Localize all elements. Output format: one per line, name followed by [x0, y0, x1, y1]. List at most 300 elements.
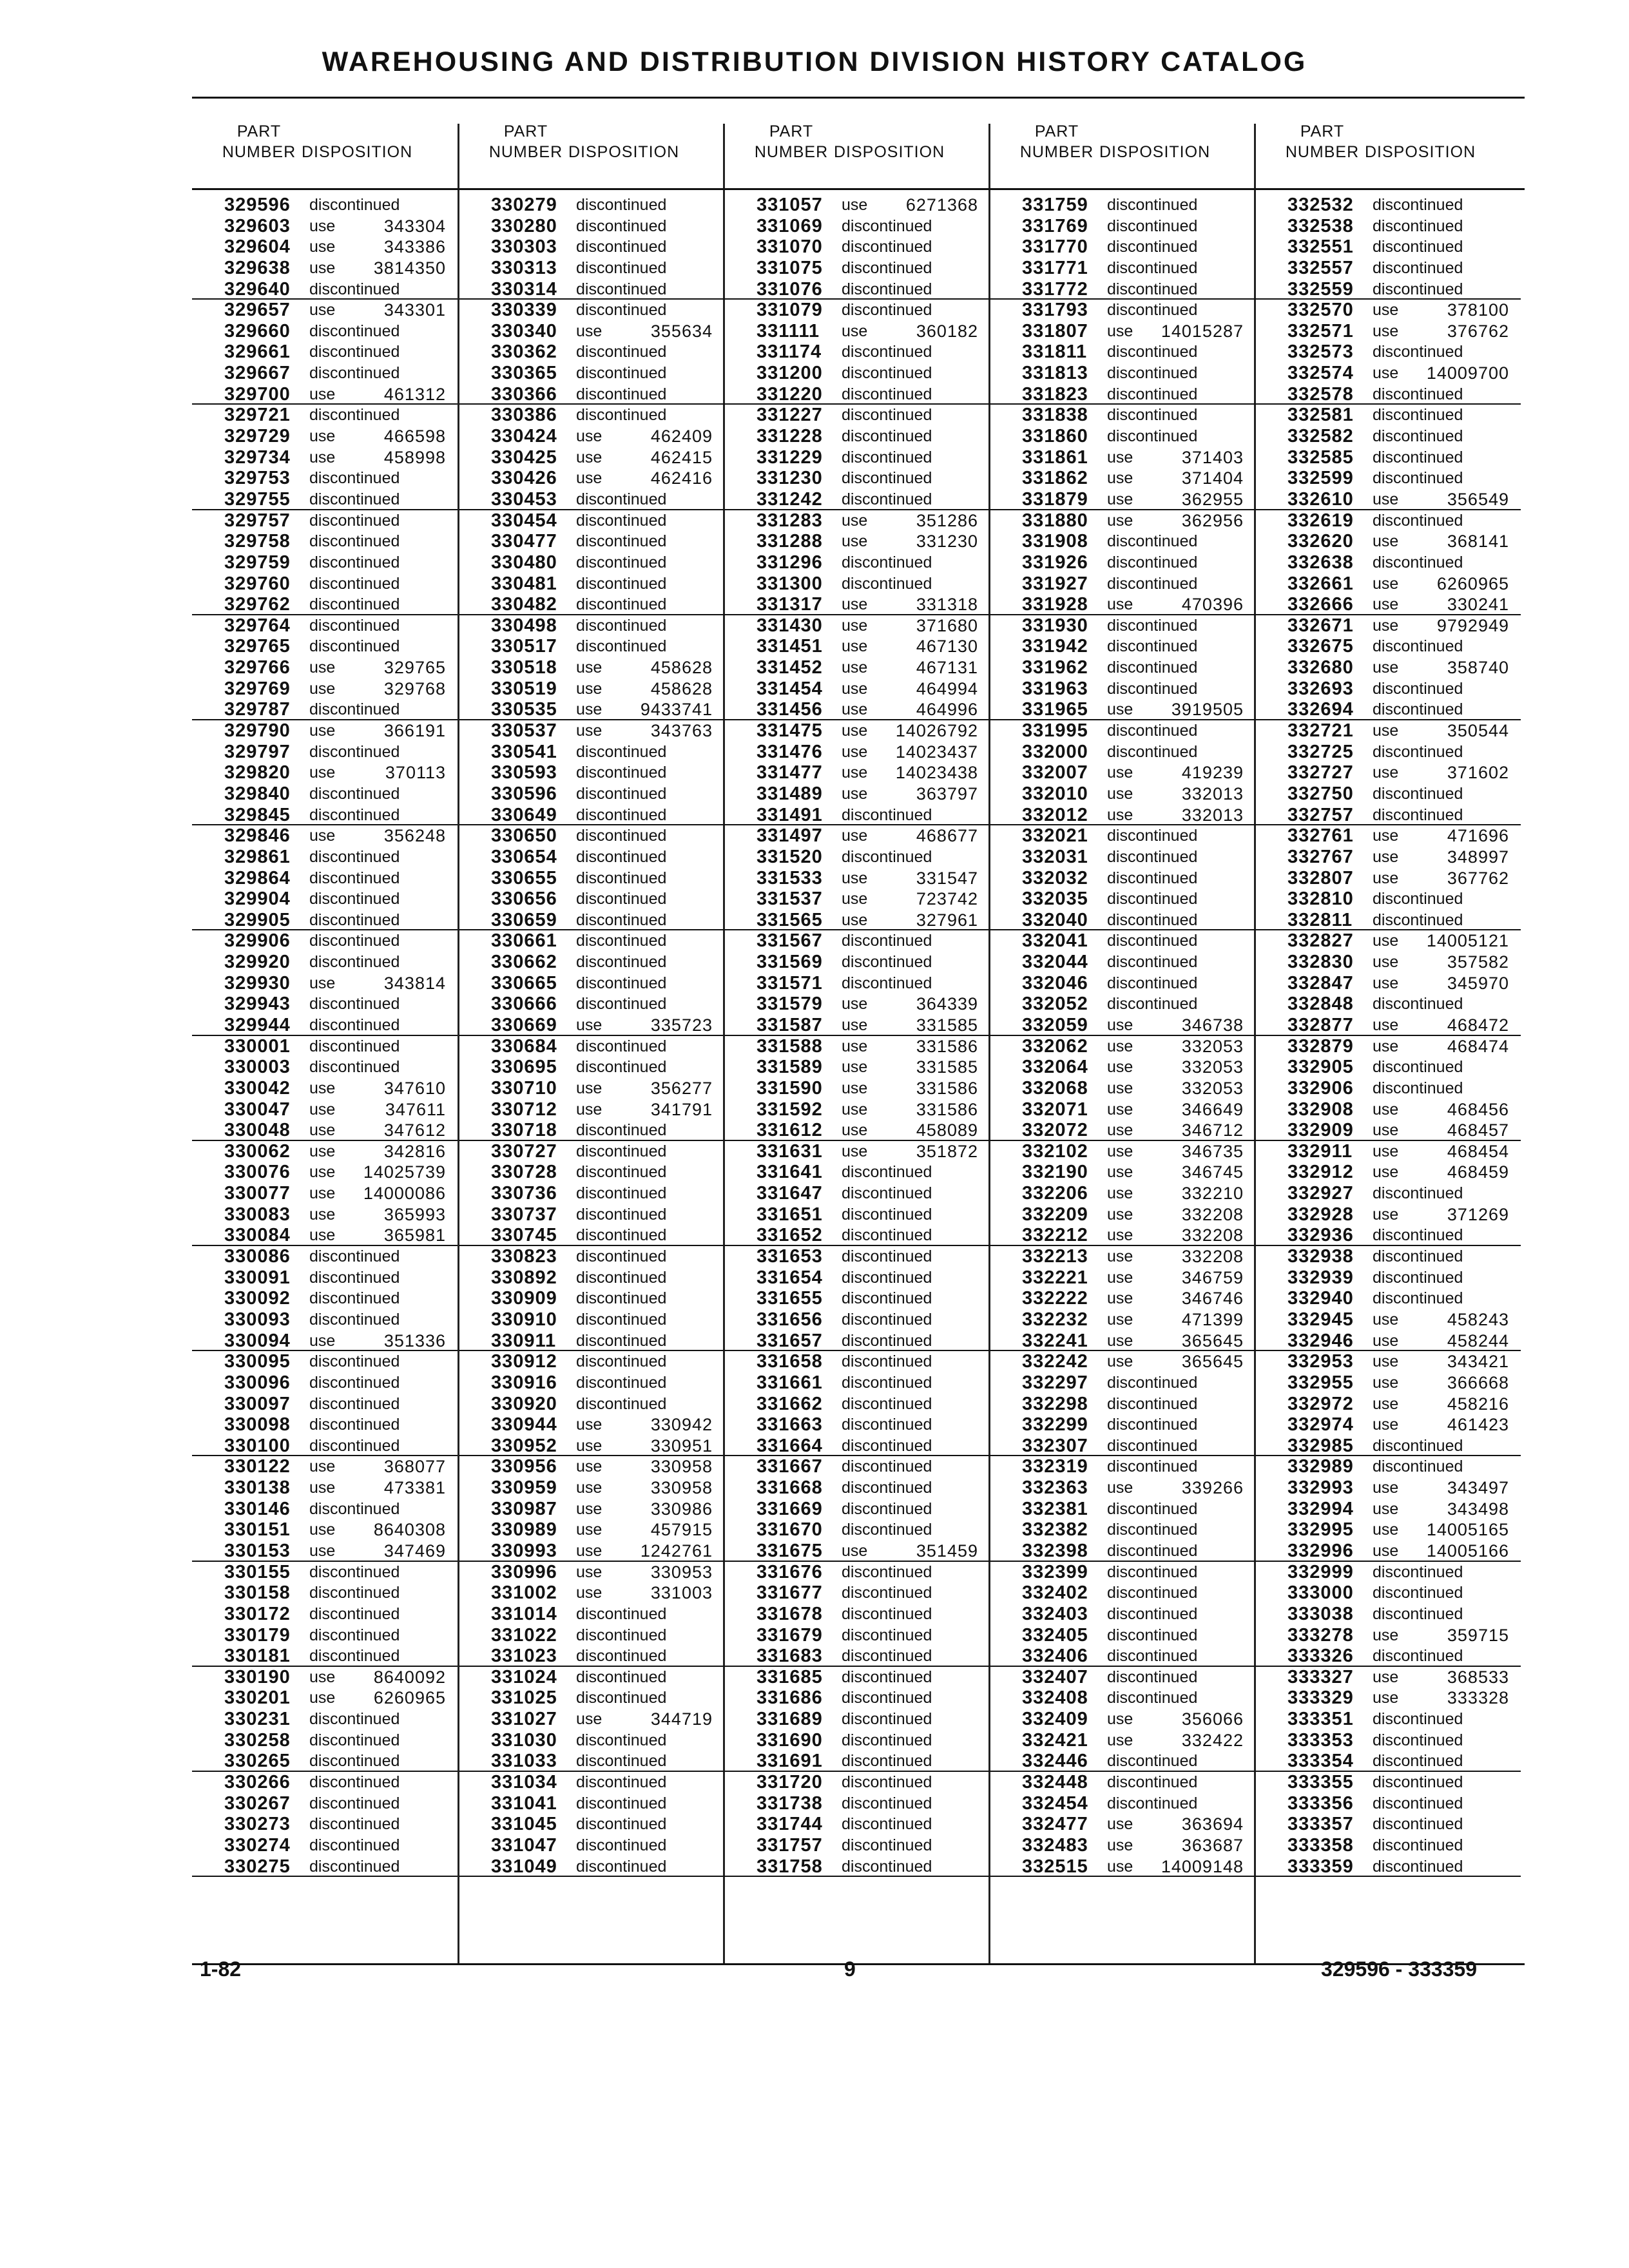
- table-row: [1255, 236, 1521, 258]
- table-row: [459, 678, 724, 700]
- disposition: discontinued: [309, 490, 400, 508]
- disposition: discontinued: [309, 1394, 400, 1413]
- part-number: 330265: [224, 1751, 291, 1772]
- table-row: [990, 1162, 1255, 1183]
- part-number: 330727: [491, 1140, 557, 1162]
- part-number: 331045: [491, 1814, 557, 1835]
- disposition: discontinued: [576, 553, 667, 572]
- part-header-label: PART: [1300, 122, 1345, 140]
- use-label: use: [842, 595, 868, 614]
- part-number-header: [753, 121, 830, 162]
- replacement-part-number: 467130: [916, 637, 978, 657]
- part-number: 329769: [224, 678, 291, 699]
- use-label: use: [1107, 1268, 1133, 1287]
- part-number: 331049: [491, 1856, 557, 1877]
- part-number: 331079: [757, 300, 823, 321]
- disposition: discontinued: [842, 1352, 932, 1371]
- part-number: 332811: [1287, 909, 1353, 930]
- table-row: [459, 1120, 724, 1141]
- part-number: 332879: [1287, 1035, 1354, 1057]
- part-number: 331770: [1022, 236, 1088, 258]
- table-row: [990, 405, 1255, 426]
- replacement-part-number: 346649: [1181, 1099, 1244, 1119]
- replacement-part-number: 343304: [383, 216, 446, 236]
- use-label: use: [576, 1542, 602, 1560]
- table-row: [459, 1582, 724, 1604]
- disposition: discontinued: [1373, 1773, 1463, 1792]
- column-header: [192, 121, 458, 174]
- part-number: 331497: [757, 825, 823, 847]
- table-row: [1255, 1372, 1521, 1394]
- replacement-part-number: 9433741: [640, 700, 713, 720]
- disposition: discontinued: [842, 1226, 932, 1245]
- part-number: 330275: [224, 1856, 291, 1877]
- part-number: 329944: [224, 1014, 291, 1035]
- use-label: use: [1373, 1205, 1399, 1224]
- table-row: [459, 742, 724, 763]
- table-row: [990, 973, 1255, 994]
- replacement-part-number: 458243: [1447, 1309, 1509, 1329]
- replacement-part-number: 347611: [385, 1099, 446, 1119]
- replacement-part-number: 368077: [383, 1457, 446, 1477]
- part-number: 330091: [224, 1267, 291, 1288]
- part-number: 330477: [491, 531, 557, 552]
- replacement-part-number: 364339: [916, 994, 978, 1014]
- disposition: discontinued: [842, 1857, 932, 1876]
- use-label: use: [309, 1079, 336, 1097]
- use-label: use: [1107, 1331, 1133, 1350]
- table-row: [990, 1687, 1255, 1709]
- replacement-part-number: 366191: [383, 721, 446, 741]
- part-number: 331571: [757, 972, 823, 994]
- disposition: discontinued: [1373, 890, 1463, 908]
- table-row: [724, 910, 990, 931]
- use-label: use: [309, 679, 336, 698]
- part-number: 332402: [1022, 1582, 1088, 1604]
- part-number: 332483: [1022, 1834, 1088, 1856]
- table-row: [1255, 216, 1521, 237]
- table-row: [1255, 363, 1521, 384]
- part-number: 330138: [224, 1477, 291, 1499]
- table-row: [1255, 678, 1521, 700]
- table-row: [459, 847, 724, 868]
- disposition: discontinued: [1107, 637, 1198, 656]
- table-row: [459, 1394, 724, 1415]
- part-number: 332985: [1287, 1435, 1354, 1456]
- table-row: [724, 1036, 990, 1057]
- use-label: use: [842, 1142, 868, 1160]
- replacement-part-number: 350544: [1447, 721, 1509, 741]
- use-label: use: [842, 784, 868, 803]
- part-number: 330959: [491, 1477, 557, 1499]
- disposition: discontinued: [576, 238, 667, 256]
- table-row: [192, 636, 458, 657]
- table-row: [192, 1667, 458, 1688]
- part-number: 331670: [757, 1519, 823, 1541]
- part-number: 333356: [1287, 1792, 1354, 1814]
- disposition: discontinued: [1107, 343, 1198, 361]
- table-row: [1255, 825, 1521, 847]
- disposition: discontinued: [1373, 1079, 1463, 1097]
- disposition: discontinued: [842, 1836, 932, 1854]
- use-label: use: [576, 1499, 602, 1518]
- replacement-part-number: 365645: [1181, 1352, 1244, 1372]
- table-row: [192, 952, 458, 973]
- replacement-part-number: 468457: [1447, 1120, 1509, 1140]
- part-number: 330094: [224, 1330, 291, 1351]
- replacement-part-number: 351286: [916, 510, 978, 530]
- replacement-part-number: 462415: [650, 447, 713, 467]
- disposition: discontinued: [576, 1163, 667, 1182]
- table-row: [724, 1582, 990, 1604]
- replacement-part-number: 371602: [1447, 763, 1509, 783]
- table-row: [990, 384, 1255, 405]
- part-number: 330996: [491, 1561, 557, 1582]
- disposition: discontinued: [576, 616, 667, 635]
- replacement-part-number: 371404: [1181, 468, 1244, 488]
- use-label: use: [576, 469, 602, 488]
- table-row: [192, 1709, 458, 1730]
- part-number: 330728: [491, 1162, 557, 1183]
- disposition: discontinued: [309, 574, 400, 593]
- disposition: discontinued: [842, 1647, 932, 1666]
- table-row: [192, 1456, 458, 1477]
- replacement-part-number: 331585: [916, 1015, 978, 1035]
- table-row: [990, 889, 1255, 910]
- part-number: 332994: [1287, 1498, 1354, 1519]
- part-number: 332725: [1287, 741, 1354, 762]
- part-number: 332406: [1022, 1646, 1088, 1667]
- replacement-part-number: 346759: [1181, 1267, 1244, 1287]
- table-row: [459, 973, 724, 994]
- table-row: [990, 1519, 1255, 1541]
- table-row: [192, 1541, 458, 1562]
- table-row: [724, 1141, 990, 1162]
- part-number: 331024: [491, 1666, 557, 1687]
- use-label: use: [1373, 490, 1399, 508]
- disposition: discontinued: [576, 764, 667, 782]
- part-number: 332877: [1287, 1014, 1354, 1035]
- part-number: 331927: [1022, 573, 1088, 594]
- use-label: use: [1373, 1331, 1399, 1350]
- disposition: discontinued: [1373, 1184, 1463, 1203]
- part-number: 332102: [1022, 1140, 1088, 1162]
- disposition: discontinued: [1107, 1416, 1198, 1434]
- table-row: [459, 1309, 724, 1331]
- table-row: [1255, 489, 1521, 510]
- number-header-label: NUMBER: [222, 143, 296, 161]
- disposition: discontinued: [309, 1058, 400, 1077]
- part-number: 332847: [1287, 972, 1354, 994]
- part-number: 330153: [224, 1541, 291, 1561]
- use-label: use: [1373, 1142, 1399, 1160]
- part-number: 332515: [1022, 1856, 1088, 1877]
- part-number: 331942: [1022, 636, 1088, 657]
- part-number: 332041: [1022, 930, 1088, 952]
- table-row: [1255, 1730, 1521, 1751]
- part-number: 333359: [1287, 1856, 1354, 1877]
- replacement-part-number: 365645: [1181, 1331, 1244, 1350]
- part-number: 330952: [491, 1435, 557, 1456]
- table-row: [724, 1372, 990, 1394]
- part-number: 332040: [1022, 909, 1088, 930]
- replacement-part-number: 371269: [1447, 1204, 1509, 1224]
- disposition: discontinued: [576, 1268, 667, 1287]
- disposition: discontinued: [1107, 238, 1198, 256]
- disposition: discontinued: [576, 595, 667, 614]
- disposition: discontinued: [1373, 343, 1463, 361]
- table-row: [724, 742, 990, 763]
- table-row: [990, 1582, 1255, 1604]
- table-row: [724, 1772, 990, 1793]
- part-number: 330498: [491, 615, 557, 636]
- part-number: 332995: [1287, 1519, 1354, 1541]
- disposition: discontinued: [842, 1815, 932, 1834]
- part-number: 332551: [1287, 236, 1354, 258]
- use-label: use: [309, 301, 336, 320]
- part-number: 333327: [1287, 1666, 1354, 1687]
- part-number: 330659: [491, 909, 557, 930]
- disposition: discontinued: [1373, 1058, 1463, 1077]
- table-row: [990, 1646, 1255, 1667]
- part-number: 330480: [491, 552, 557, 573]
- table-row: [459, 1856, 724, 1878]
- part-number: 331663: [757, 1414, 823, 1436]
- part-number: 330076: [224, 1162, 291, 1183]
- table-row: [192, 973, 458, 994]
- table-row: [724, 594, 990, 615]
- part-number: 331076: [757, 278, 823, 300]
- replacement-part-number: 363694: [1181, 1814, 1244, 1834]
- table-row: [192, 1436, 458, 1457]
- part-number: 331034: [491, 1772, 557, 1793]
- table-row: [459, 636, 724, 657]
- table-row: [1255, 636, 1521, 657]
- part-number: 331679: [757, 1624, 823, 1646]
- replacement-part-number: 346738: [1181, 1015, 1244, 1035]
- table-row: [724, 1162, 990, 1183]
- table-row: [990, 1793, 1255, 1814]
- disposition: discontinued: [309, 847, 400, 866]
- use-label: use: [1107, 1015, 1133, 1034]
- table-row: [459, 1099, 724, 1120]
- part-number: 330083: [224, 1204, 291, 1225]
- table-row: [192, 341, 458, 363]
- table-row: [724, 384, 990, 405]
- use-label: use: [1373, 932, 1399, 950]
- table-row: [1255, 952, 1521, 973]
- table-row: [1255, 742, 1521, 763]
- replacement-part-number: 464996: [916, 700, 978, 720]
- table-row: [1255, 1078, 1521, 1099]
- table-row: [459, 594, 724, 615]
- part-number: 332363: [1022, 1477, 1088, 1499]
- use-label: use: [842, 742, 868, 761]
- use-label: use: [1373, 1626, 1399, 1644]
- part-number: 329861: [224, 846, 291, 867]
- table-row: [192, 1687, 458, 1709]
- table-row: [1255, 1351, 1521, 1372]
- table-row: [990, 363, 1255, 384]
- disposition: discontinued: [1107, 1521, 1198, 1539]
- part-number: 329734: [224, 447, 291, 468]
- part-number: 331288: [757, 531, 823, 552]
- table-row: [724, 489, 990, 510]
- disposition: discontinued: [309, 1604, 400, 1623]
- use-label: use: [1107, 1857, 1133, 1876]
- replacement-part-number: 458628: [650, 678, 713, 698]
- disposition: discontinued: [842, 1457, 932, 1476]
- disposition: discontinued: [1107, 1752, 1198, 1771]
- replacement-part-number: 458244: [1447, 1331, 1509, 1350]
- table-row: [459, 1793, 724, 1814]
- disposition: discontinued: [1373, 1562, 1463, 1581]
- part-number: 331769: [1022, 215, 1088, 236]
- table-row: [459, 195, 724, 216]
- use-label: use: [309, 1331, 336, 1350]
- part-number: 330231: [224, 1709, 291, 1730]
- use-label: use: [309, 1542, 336, 1560]
- part-number: 329760: [224, 573, 291, 594]
- disposition: discontinued: [576, 1752, 667, 1771]
- disposition: discontinued: [309, 1584, 400, 1602]
- table-row: [192, 1562, 458, 1583]
- disposition: discontinued: [842, 1710, 932, 1729]
- replacement-part-number: 356549: [1447, 489, 1509, 509]
- replacement-part-number: 363797: [916, 783, 978, 803]
- part-number: 332807: [1287, 867, 1354, 889]
- disposition: discontinued: [842, 1752, 932, 1771]
- table-row: [1255, 594, 1521, 615]
- part-number: 332382: [1022, 1519, 1088, 1541]
- table-row: [192, 1036, 458, 1057]
- table-row: [990, 1414, 1255, 1436]
- disposition: discontinued: [576, 1731, 667, 1749]
- part-number: 330916: [491, 1372, 557, 1393]
- table-row: [724, 468, 990, 489]
- part-number: 330003: [224, 1057, 291, 1078]
- table-row: [192, 279, 458, 300]
- use-label: use: [576, 1416, 602, 1434]
- table-row: [990, 636, 1255, 657]
- part-number: 329906: [224, 930, 291, 952]
- table-row: [724, 805, 990, 826]
- part-number: 331686: [757, 1687, 823, 1709]
- table-row: [192, 258, 458, 279]
- disposition: discontinued: [309, 1289, 400, 1308]
- disposition: discontinued: [576, 1647, 667, 1666]
- table-row: [990, 1141, 1255, 1162]
- use-label: use: [842, 1037, 868, 1055]
- table-row: [192, 1099, 458, 1120]
- part-number: 332953: [1287, 1351, 1354, 1372]
- table-row: [459, 1477, 724, 1499]
- part-number: 330593: [491, 762, 557, 783]
- disposition: discontinued: [309, 616, 400, 635]
- table-row: [990, 594, 1255, 615]
- use-label: use: [842, 1121, 868, 1140]
- replacement-part-number: 331547: [916, 868, 978, 888]
- table-row: [192, 1078, 458, 1099]
- replacement-part-number: 343763: [650, 721, 713, 741]
- part-number: 330662: [491, 952, 557, 973]
- table-row: [990, 1204, 1255, 1225]
- use-label: use: [1107, 1310, 1133, 1329]
- replacement-part-number: 14026792: [895, 721, 978, 741]
- part-number: 332571: [1287, 320, 1354, 341]
- table-row: [990, 216, 1255, 237]
- table-row: [192, 1204, 458, 1225]
- table-row: [990, 573, 1255, 595]
- disposition: discontinued: [842, 1521, 932, 1539]
- replacement-part-number: 368141: [1447, 532, 1509, 552]
- part-number: 331537: [757, 889, 823, 910]
- table-row: [1255, 447, 1521, 468]
- part-number: 331744: [757, 1814, 823, 1835]
- disposition: discontinued: [842, 1247, 932, 1266]
- use-label: use: [1373, 364, 1399, 383]
- part-number: 331452: [757, 657, 823, 678]
- table-row: [459, 868, 724, 889]
- part-number: 330684: [491, 1035, 557, 1057]
- disposition: discontinued: [576, 216, 667, 235]
- number-header-label: NUMBER: [754, 143, 829, 161]
- part-number: 331661: [757, 1372, 823, 1393]
- table-row: [990, 236, 1255, 258]
- disposition: discontinued: [1373, 1604, 1463, 1623]
- table-row: [990, 341, 1255, 363]
- part-number: 331691: [757, 1751, 823, 1772]
- disposition: discontinued: [842, 1479, 932, 1497]
- table-row: [192, 1835, 458, 1856]
- replacement-part-number: 344719: [650, 1709, 713, 1729]
- part-number: 331230: [757, 468, 823, 489]
- table-row: [1255, 847, 1521, 868]
- part-number: 332693: [1287, 678, 1354, 699]
- use-label: use: [1373, 974, 1399, 992]
- part-number: 332298: [1022, 1393, 1088, 1414]
- part-number: 331676: [757, 1561, 823, 1582]
- table-row: [459, 1141, 724, 1162]
- disposition: discontinued: [309, 890, 400, 908]
- part-number: 331641: [757, 1162, 823, 1183]
- replacement-part-number: 330942: [650, 1415, 713, 1435]
- table-row: [1255, 1120, 1521, 1141]
- part-number: 333357: [1287, 1814, 1354, 1835]
- disposition: discontinued: [309, 1499, 400, 1518]
- use-label: use: [309, 1184, 336, 1203]
- replacement-part-number: 462409: [650, 427, 713, 447]
- part-number: 331668: [757, 1477, 823, 1499]
- disposition: discontinued: [576, 1058, 667, 1077]
- table-row: [1255, 615, 1521, 637]
- replacement-part-number: 471399: [1181, 1309, 1244, 1329]
- part-number: 329943: [224, 994, 291, 1015]
- disposition: discontinued: [842, 1268, 932, 1287]
- table-row: [724, 447, 990, 468]
- part-number: 331491: [757, 804, 823, 825]
- table-row: [990, 1625, 1255, 1646]
- table-row: [459, 552, 724, 573]
- disposition: discontinued: [842, 343, 932, 361]
- part-number: 332399: [1022, 1561, 1088, 1582]
- table-row: [459, 1709, 724, 1730]
- replacement-part-number: 14023437: [895, 742, 978, 762]
- part-number: 330665: [491, 972, 557, 994]
- part-number: 330362: [491, 341, 557, 363]
- part-number: 331476: [757, 741, 823, 762]
- table-row: [459, 405, 724, 426]
